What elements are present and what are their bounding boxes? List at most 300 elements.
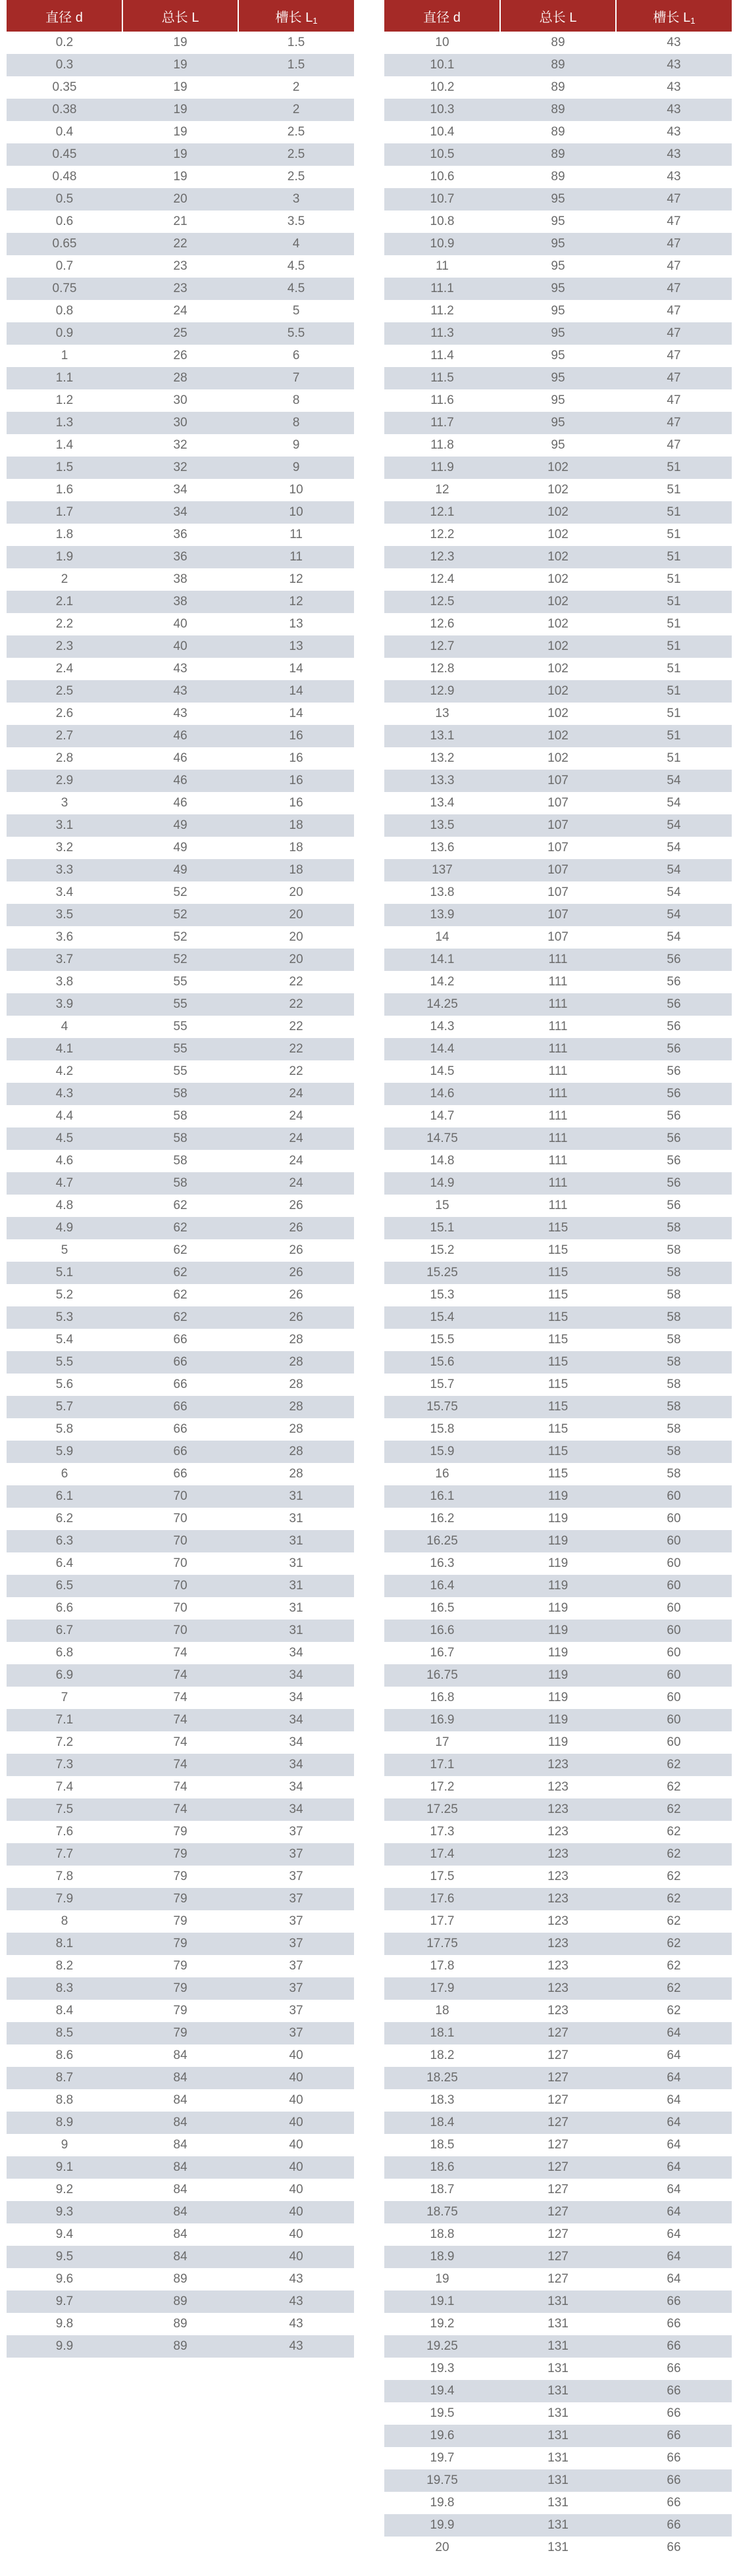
cell-flute-length: 26 (238, 1239, 354, 1262)
table-row (7, 278, 354, 300)
table-row (7, 54, 354, 76)
table-row (384, 1396, 732, 1418)
cell-total-length: 111 (500, 1016, 616, 1038)
cell-total-length: 49 (122, 837, 238, 859)
cell-diameter: 10 (384, 32, 500, 54)
cell-flute-length: 43 (616, 54, 732, 76)
table-row (7, 1038, 354, 1060)
table-row (384, 837, 732, 859)
header-diameter-label: 直径 d (423, 10, 461, 25)
cell-flute-length: 64 (616, 2089, 732, 2112)
table-row (384, 859, 732, 881)
table-row (7, 345, 354, 367)
cell-diameter: 13.6 (384, 837, 500, 859)
cell-total-length: 115 (500, 1396, 616, 1418)
cell-flute-length: 60 (616, 1485, 732, 1508)
cell-total-length: 52 (122, 881, 238, 904)
cell-flute-length: 11 (238, 546, 354, 568)
table-row (384, 211, 732, 233)
cell-diameter: 0.6 (7, 211, 122, 233)
cell-total-length: 111 (500, 1172, 616, 1195)
cell-diameter: 15.3 (384, 1284, 500, 1306)
cell-flute-length: 56 (616, 1083, 732, 1105)
cell-total-length: 131 (500, 2335, 616, 2358)
cell-total-length: 84 (122, 2201, 238, 2223)
cell-flute-length: 47 (616, 322, 732, 345)
table-row (7, 233, 354, 255)
table-row (384, 1933, 732, 1955)
cell-total-length: 84 (122, 2089, 238, 2112)
cell-flute-length: 26 (238, 1262, 354, 1284)
cell-flute-length: 40 (238, 2246, 354, 2268)
cell-diameter: 7.7 (7, 1843, 122, 1866)
cell-diameter: 6.7 (7, 1620, 122, 1642)
cell-total-length: 66 (122, 1418, 238, 1441)
cell-flute-length: 54 (616, 859, 732, 881)
cell-diameter: 0.65 (7, 233, 122, 255)
cell-flute-length: 56 (616, 1172, 732, 1195)
cell-diameter: 18.1 (384, 2022, 500, 2044)
cell-flute-length: 28 (238, 1463, 354, 1485)
cell-flute-length: 60 (616, 1597, 732, 1620)
table-row (7, 99, 354, 121)
cell-total-length: 95 (500, 345, 616, 367)
table-row (384, 2022, 732, 2044)
table-row (384, 2067, 732, 2089)
cell-total-length: 95 (500, 233, 616, 255)
table-row (384, 1597, 732, 1620)
cell-total-length: 89 (122, 2291, 238, 2313)
cell-flute-length: 60 (616, 1642, 732, 1664)
cell-flute-length: 51 (616, 680, 732, 703)
cell-diameter: 4.9 (7, 1217, 122, 1239)
cell-diameter: 13.3 (384, 770, 500, 792)
cell-diameter: 10.5 (384, 143, 500, 166)
cell-diameter: 15.4 (384, 1306, 500, 1329)
cell-total-length: 102 (500, 613, 616, 635)
table-body-left (7, 32, 354, 2358)
cell-total-length: 131 (500, 2537, 616, 2559)
cell-total-length: 74 (122, 1687, 238, 1709)
cell-flute-length: 60 (616, 1575, 732, 1597)
cell-diameter: 19.2 (384, 2313, 500, 2335)
table-row (384, 188, 732, 211)
cell-total-length: 21 (122, 211, 238, 233)
cell-diameter: 19.3 (384, 2358, 500, 2380)
cell-total-length: 62 (122, 1284, 238, 1306)
cell-flute-length: 54 (616, 770, 732, 792)
cell-flute-length: 43 (616, 32, 732, 54)
cell-diameter: 11.1 (384, 278, 500, 300)
table-row (384, 457, 732, 479)
table-row (7, 2000, 354, 2022)
cell-flute-length: 51 (616, 501, 732, 524)
cell-total-length: 74 (122, 1642, 238, 1664)
cell-total-length: 19 (122, 121, 238, 143)
cell-total-length: 102 (500, 457, 616, 479)
cell-diameter: 3.3 (7, 859, 122, 881)
table-row (384, 501, 732, 524)
cell-diameter: 16 (384, 1463, 500, 1485)
cell-diameter: 3.9 (7, 993, 122, 1016)
cell-diameter: 5.5 (7, 1351, 122, 1374)
table-row (7, 2179, 354, 2201)
cell-total-length: 115 (500, 1374, 616, 1396)
cell-total-length: 95 (500, 367, 616, 389)
table-row (384, 2358, 732, 2380)
cell-total-length: 79 (122, 1933, 238, 1955)
cell-total-length: 131 (500, 2492, 616, 2514)
cell-total-length: 95 (500, 434, 616, 457)
cell-diameter: 10.8 (384, 211, 500, 233)
table-row (7, 837, 354, 859)
cell-diameter: 12.2 (384, 524, 500, 546)
cell-diameter: 14.2 (384, 971, 500, 993)
cell-total-length: 102 (500, 501, 616, 524)
table-row (7, 1105, 354, 1127)
header-total-length-label: 总长 L (539, 10, 577, 25)
cell-flute-length: 43 (616, 143, 732, 166)
cell-total-length: 32 (122, 457, 238, 479)
cell-total-length: 102 (500, 568, 616, 591)
cell-flute-length: 10 (238, 479, 354, 501)
cell-flute-length: 13 (238, 613, 354, 635)
cell-total-length: 111 (500, 1127, 616, 1150)
cell-total-length: 26 (122, 345, 238, 367)
cell-total-length: 111 (500, 1105, 616, 1127)
table-row (384, 1127, 732, 1150)
cell-total-length: 79 (122, 1977, 238, 2000)
table-row (384, 1955, 732, 1977)
table-row (384, 770, 732, 792)
spec-table-left (7, 0, 354, 2358)
cell-diameter: 19.8 (384, 2492, 500, 2514)
cell-diameter: 3.4 (7, 881, 122, 904)
cell-flute-length: 22 (238, 1016, 354, 1038)
table-row (7, 680, 354, 703)
cell-total-length: 123 (500, 1843, 616, 1866)
cell-total-length: 107 (500, 859, 616, 881)
cell-diameter: 4.2 (7, 1060, 122, 1083)
cell-flute-length: 26 (238, 1284, 354, 1306)
cell-total-length: 70 (122, 1508, 238, 1530)
cell-flute-length: 37 (238, 1888, 354, 1910)
table-row (7, 501, 354, 524)
table-row (384, 322, 732, 345)
table-row (7, 1687, 354, 1709)
cell-diameter: 13.2 (384, 747, 500, 770)
table-row (7, 322, 354, 345)
cell-total-length: 95 (500, 389, 616, 412)
table-row (7, 389, 354, 412)
cell-diameter: 12 (384, 479, 500, 501)
cell-flute-length: 28 (238, 1351, 354, 1374)
table-row (7, 792, 354, 814)
cell-total-length: 66 (122, 1374, 238, 1396)
cell-diameter: 18.25 (384, 2067, 500, 2089)
cell-total-length: 127 (500, 2179, 616, 2201)
cell-flute-length: 51 (616, 725, 732, 747)
cell-total-length: 127 (500, 2022, 616, 2044)
cell-total-length: 123 (500, 1910, 616, 1933)
table-row (384, 635, 732, 658)
cell-diameter: 2.7 (7, 725, 122, 747)
table-row (7, 2313, 354, 2335)
cell-diameter: 6.6 (7, 1597, 122, 1620)
cell-flute-length: 58 (616, 1441, 732, 1463)
cell-total-length: 119 (500, 1620, 616, 1642)
cell-total-length: 127 (500, 2089, 616, 2112)
cell-diameter: 5.8 (7, 1418, 122, 1441)
cell-flute-length: 64 (616, 2246, 732, 2268)
cell-flute-length: 40 (238, 2156, 354, 2179)
cell-flute-length: 58 (616, 1217, 732, 1239)
cell-diameter: 2.1 (7, 591, 122, 613)
table-row (7, 814, 354, 837)
cell-flute-length: 31 (238, 1485, 354, 1508)
table-row (7, 367, 354, 389)
table-row (384, 479, 732, 501)
cell-diameter: 16.25 (384, 1530, 500, 1552)
cell-diameter: 3 (7, 792, 122, 814)
table-row (7, 412, 354, 434)
cell-flute-length: 58 (616, 1329, 732, 1351)
cell-flute-length: 54 (616, 926, 732, 949)
cell-flute-length: 40 (238, 2201, 354, 2223)
cell-total-length: 62 (122, 1262, 238, 1284)
cell-flute-length: 64 (616, 2201, 732, 2223)
table-row (7, 1821, 354, 1843)
cell-flute-length: 34 (238, 1642, 354, 1664)
cell-flute-length: 7 (238, 367, 354, 389)
cell-diameter: 9.4 (7, 2223, 122, 2246)
cell-total-length: 127 (500, 2134, 616, 2156)
table-row (7, 635, 354, 658)
table-row (7, 1127, 354, 1150)
cell-total-length: 119 (500, 1642, 616, 1664)
cell-diameter: 12.8 (384, 658, 500, 680)
cell-total-length: 62 (122, 1306, 238, 1329)
cell-total-length: 62 (122, 1217, 238, 1239)
header-total-length (500, 0, 616, 32)
table-row (384, 1060, 732, 1083)
table-row (7, 434, 354, 457)
cell-total-length: 115 (500, 1441, 616, 1463)
table-row (384, 1821, 732, 1843)
table-row (384, 613, 732, 635)
cell-flute-length: 4.5 (238, 278, 354, 300)
table-row (7, 881, 354, 904)
table-row (7, 1508, 354, 1530)
header-diameter (384, 0, 500, 32)
cell-flute-length: 60 (616, 1709, 732, 1731)
cell-diameter: 19.7 (384, 2447, 500, 2469)
table-row (384, 143, 732, 166)
cell-total-length: 102 (500, 680, 616, 703)
cell-total-length: 123 (500, 1776, 616, 1798)
cell-total-length: 119 (500, 1530, 616, 1552)
cell-total-length: 70 (122, 1620, 238, 1642)
cell-flute-length: 4.5 (238, 255, 354, 278)
cell-diameter: 12.7 (384, 635, 500, 658)
cell-diameter: 3.8 (7, 971, 122, 993)
cell-flute-length: 24 (238, 1150, 354, 1172)
table-row (384, 1843, 732, 1866)
cell-total-length: 28 (122, 367, 238, 389)
cell-diameter: 17.25 (384, 1798, 500, 1821)
cell-flute-length: 5.5 (238, 322, 354, 345)
cell-diameter: 5.6 (7, 1374, 122, 1396)
cell-flute-length: 60 (616, 1552, 732, 1575)
cell-total-length: 123 (500, 1955, 616, 1977)
cell-flute-length: 47 (616, 345, 732, 367)
cell-diameter: 16.75 (384, 1664, 500, 1687)
cell-flute-length: 2.5 (238, 166, 354, 188)
cell-flute-length: 16 (238, 792, 354, 814)
cell-diameter: 4.4 (7, 1105, 122, 1127)
cell-total-length: 95 (500, 188, 616, 211)
cell-diameter: 0.5 (7, 188, 122, 211)
cell-total-length: 70 (122, 1597, 238, 1620)
cell-total-length: 95 (500, 211, 616, 233)
cell-total-length: 84 (122, 2134, 238, 2156)
table-row (384, 1306, 732, 1329)
cell-diameter: 14 (384, 926, 500, 949)
cell-diameter: 9.9 (7, 2335, 122, 2358)
table-row (7, 770, 354, 792)
cell-diameter: 8.3 (7, 1977, 122, 2000)
cell-diameter: 19.75 (384, 2469, 500, 2492)
cell-flute-length: 22 (238, 993, 354, 1016)
cell-total-length: 79 (122, 1955, 238, 1977)
cell-flute-length: 16 (238, 770, 354, 792)
cell-flute-length: 47 (616, 211, 732, 233)
cell-total-length: 119 (500, 1687, 616, 1709)
cell-flute-length: 3 (238, 188, 354, 211)
cell-diameter: 15.1 (384, 1217, 500, 1239)
table-row (384, 1418, 732, 1441)
cell-total-length: 58 (122, 1105, 238, 1127)
cell-flute-length: 62 (616, 1866, 732, 1888)
cell-flute-length: 58 (616, 1239, 732, 1262)
cell-diameter: 13.4 (384, 792, 500, 814)
cell-total-length: 66 (122, 1396, 238, 1418)
cell-total-length: 102 (500, 703, 616, 725)
cell-flute-length: 47 (616, 412, 732, 434)
cell-diameter: 16.8 (384, 1687, 500, 1709)
cell-flute-length: 2.5 (238, 121, 354, 143)
cell-total-length: 58 (122, 1150, 238, 1172)
cell-diameter: 2.9 (7, 770, 122, 792)
cell-flute-length: 66 (616, 2537, 732, 2559)
table-row (7, 2156, 354, 2179)
cell-total-length: 74 (122, 1798, 238, 1821)
table-row (384, 1776, 732, 1798)
cell-total-length: 123 (500, 1798, 616, 1821)
table-row (7, 926, 354, 949)
cell-total-length: 111 (500, 971, 616, 993)
cell-total-length: 119 (500, 1664, 616, 1687)
cell-diameter: 1.1 (7, 367, 122, 389)
cell-total-length: 66 (122, 1441, 238, 1463)
cell-diameter: 7.5 (7, 1798, 122, 1821)
cell-flute-length: 22 (238, 1060, 354, 1083)
cell-flute-length: 4 (238, 233, 354, 255)
cell-total-length: 34 (122, 501, 238, 524)
cell-total-length: 127 (500, 2223, 616, 2246)
cell-diameter: 2.2 (7, 613, 122, 635)
cell-flute-length: 62 (616, 1910, 732, 1933)
cell-flute-length: 14 (238, 703, 354, 725)
cell-diameter: 7.3 (7, 1754, 122, 1776)
cell-diameter: 6 (7, 1463, 122, 1485)
cell-flute-length: 37 (238, 2000, 354, 2022)
cell-total-length: 55 (122, 993, 238, 1016)
cell-total-length: 46 (122, 770, 238, 792)
cell-diameter: 12.9 (384, 680, 500, 703)
cell-diameter: 18.3 (384, 2089, 500, 2112)
cell-total-length: 34 (122, 479, 238, 501)
cell-flute-length: 31 (238, 1597, 354, 1620)
table-row (7, 949, 354, 971)
cell-diameter: 14.3 (384, 1016, 500, 1038)
table-row (7, 1172, 354, 1195)
cell-flute-length: 43 (616, 121, 732, 143)
cell-flute-length: 31 (238, 1620, 354, 1642)
cell-diameter: 17.5 (384, 1866, 500, 1888)
table-row (7, 2335, 354, 2358)
cell-total-length: 89 (122, 2335, 238, 2358)
cell-flute-length: 58 (616, 1351, 732, 1374)
cell-flute-length: 13 (238, 635, 354, 658)
cell-diameter: 9.2 (7, 2179, 122, 2201)
cell-total-length: 70 (122, 1530, 238, 1552)
cell-flute-length: 20 (238, 949, 354, 971)
table-row (384, 2425, 732, 2447)
cell-flute-length: 24 (238, 1127, 354, 1150)
cell-flute-length: 51 (616, 457, 732, 479)
cell-flute-length: 24 (238, 1083, 354, 1105)
table-row (7, 188, 354, 211)
cell-diameter: 0.7 (7, 255, 122, 278)
table-row (7, 1933, 354, 1955)
cell-total-length: 123 (500, 1888, 616, 1910)
cell-total-length: 62 (122, 1195, 238, 1217)
cell-flute-length: 60 (616, 1664, 732, 1687)
cell-flute-length: 11 (238, 524, 354, 546)
table-row (7, 2268, 354, 2291)
cell-diameter: 17.6 (384, 1888, 500, 1910)
cell-total-length: 123 (500, 2000, 616, 2022)
cell-total-length: 95 (500, 255, 616, 278)
table-row (384, 1105, 732, 1127)
cell-flute-length: 37 (238, 1866, 354, 1888)
cell-flute-length: 64 (616, 2134, 732, 2156)
cell-total-length: 123 (500, 1821, 616, 1843)
cell-flute-length: 2 (238, 76, 354, 99)
cell-total-length: 131 (500, 2402, 616, 2425)
table-row (384, 2291, 732, 2313)
cell-flute-length: 54 (616, 792, 732, 814)
cell-flute-length: 66 (616, 2358, 732, 2380)
table-row (384, 524, 732, 546)
cell-total-length: 74 (122, 1731, 238, 1754)
cell-diameter: 11.2 (384, 300, 500, 322)
cell-total-length: 107 (500, 926, 616, 949)
cell-diameter: 0.2 (7, 32, 122, 54)
cell-flute-length: 14 (238, 658, 354, 680)
cell-total-length: 111 (500, 1038, 616, 1060)
